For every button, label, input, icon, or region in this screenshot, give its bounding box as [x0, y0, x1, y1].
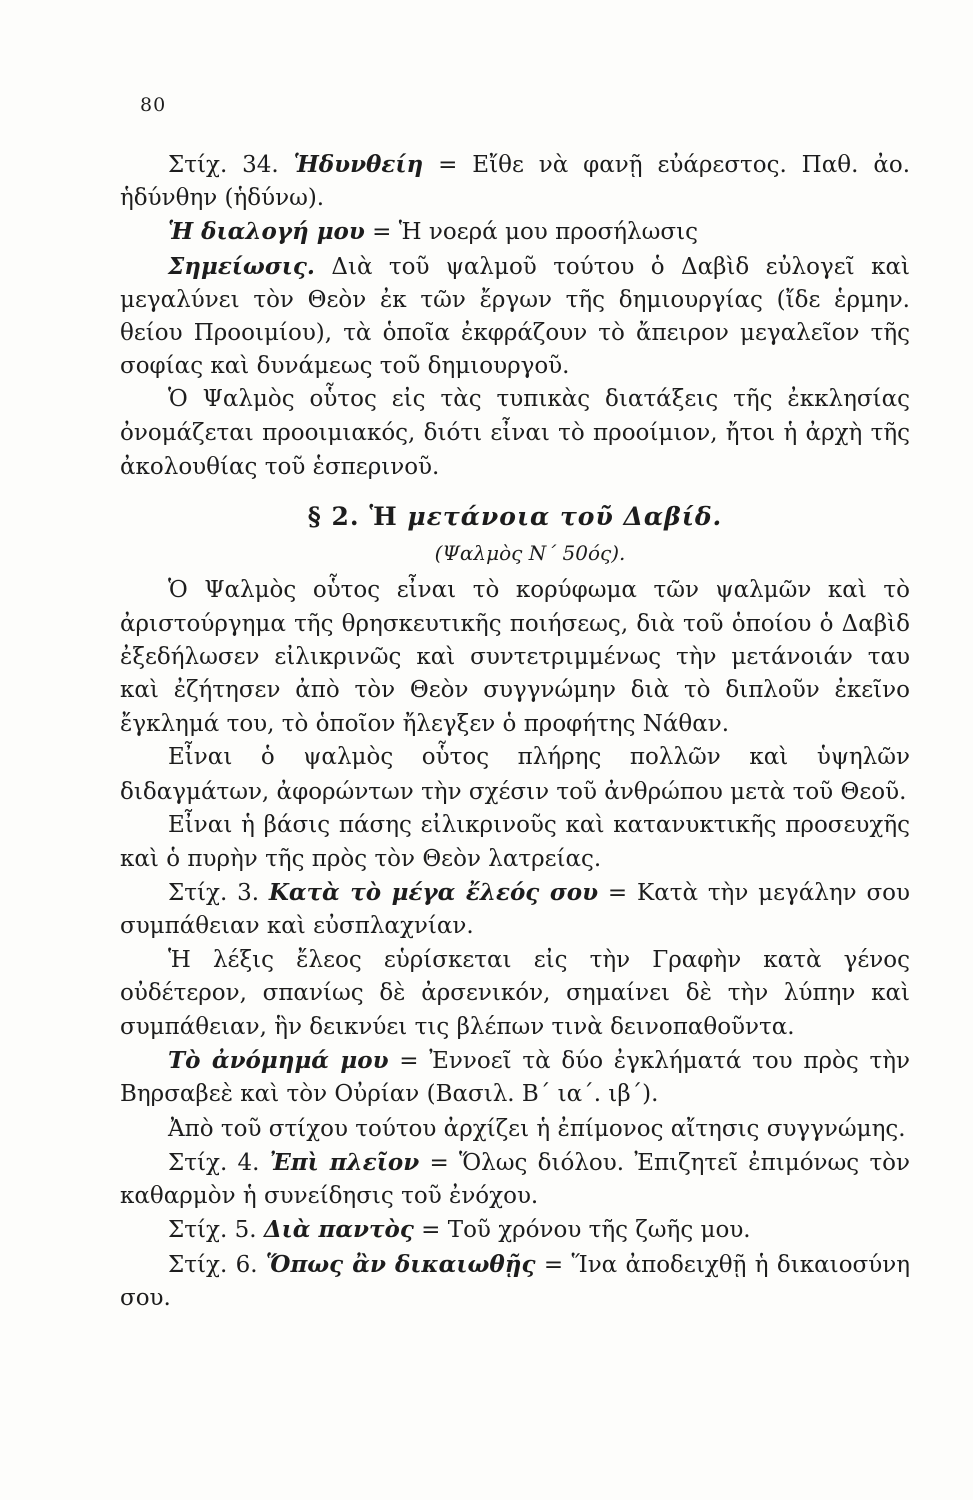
page-number: 80 [140, 94, 167, 116]
paragraph: Ἡ λέξις ἔλεος εὑρίσκεται εἰς τὴν Γραφὴν κατὰ γένος οὐδέτερον, σπανίως δὲ ἀρσενικόν, σημαίνει δὲ τὴν λύπην καὶ συμπάθειαν, ἣν δεικνύει τις βλέπων τινὰ δεινοπαθοῦντα. [120, 946, 910, 1041]
paragraph: Στίχ. 5. Διὰ παντὸς = Τοῦ χρόνου τῆς ζωῆς μου. [168, 1216, 751, 1244]
paragraph: Ὁ Ψαλμὸς οὗτος εἶναι τὸ κορύφωμα τῶν ψαλμῶν καὶ τὸ ἀριστούργημα τῆς θρησκευτικῆς ποιήσεως, διὰ τοῦ ὁποίου ὁ Δαβὶδ ἐξεδήλωσεν εἰλικρινῶς καὶ συντετριμμένως τὴν μετάνοιάν ταυ καὶ ἐζήτησεν ἀπὸ τὸν Θεὸν συγγνώμην διὰ τὸ διπλοῦν ἐκεῖνο ἔγκλημά του, τὸ ὁποῖον ἤλεγξεν ὁ προφήτης Νάθαν. [120, 577, 910, 738]
glossed-term: Ὅπως ἂν δικαιωθῇς [265, 1250, 536, 1278]
bottom-paragraphs [120, 574, 910, 1314]
paragraph: Εἶναι ὁ ψαλμὸς οὗτος πλήρης πολλῶν καὶ ὑψηλῶν διδαγμάτων, ἀφορώντων τὴν σχέσιν τοῦ ἀνθρώπου μετὰ τοῦ Θεοῦ. [120, 744, 910, 805]
top-paragraphs [120, 148, 910, 484]
paragraph: Εἶναι ἡ βάσις πάσης εἰλικρινοῦς καὶ κατανυκτικῆς προσευχῆς καὶ ὁ πυρὴν τῆς πρὸς τὸν Θεὸν λατρείας. [120, 811, 910, 873]
section-heading: § 2. Ἡ μετάνοια τοῦ Δαβίδ. [307, 502, 723, 532]
glossed-term: Ἐπὶ πλεῖον [269, 1148, 420, 1176]
glossed-term: Ἡδυνθείη [293, 151, 424, 178]
paragraph: Ὁ Ψαλμὸς οὗτος εἰς τὰς τυπικὰς διατάξεις τῆς ἐκκλησίας ὀνομάζεται προοιμιακός, διότι εἶναι τὸ προοίμιον, ἤτοι ἡ ἀρχὴ τῆς ἀκολουθίας τοῦ ἑσπερινοῦ. [120, 386, 910, 480]
paragraph: Ἀπὸ τοῦ στίχου τούτου ἀρχίζει ἡ ἐπίμονος αἴτησις συγγνώμης. [168, 1115, 906, 1142]
glossed-term: Κατὰ τὸ μέγα ἔλεός σου [268, 879, 599, 907]
page-text [120, 148, 910, 1315]
paragraph: Τὸ ἀνόμημά μου = Ἐννοεῖ τὰ δύο ἐγκλήματά του πρὸς τὴν Βηρσαβεὲ καὶ τὸν Οὐρίαν (Βασιλ. Β΄ ια΄. ιβ΄). [120, 1047, 910, 1108]
paragraph: Στίχ. 6. Ὅπως ἂν δικαιωθῇς = Ἵνα ἀποδειχθῇ ἡ δικαιοσύνη σου. [120, 1250, 910, 1311]
paragraph: Σημείωσις. Διὰ τοῦ ψαλμοῦ τούτου ὁ Δαβὶδ εὐλογεῖ καὶ μεγαλύνει τὸν Θεὸν ἐκ τῶν ἔργων τῆς δημιουργίας (ἴδε ἑρμην. θείου Προοιμίου), τὰ ὁποῖα ἐκφράζουν τὸ ἄπειρον μεγαλεῖον τῆς σοφίας καὶ δυνάμεως τοῦ δημιουργοῦ. [120, 252, 910, 380]
glossed-term: Τὸ ἀνόμημά μου [168, 1047, 389, 1075]
paragraph: Στίχ. 3. Κατὰ τὸ μέγα ἔλεός σου = Κατὰ τὴν μεγάλην σου συμπάθειαν καὶ εὐσπλαχνίαν. [120, 879, 910, 940]
glossed-term: Ἡ διαλογή μου [168, 218, 365, 246]
paragraph: Στίχ. 4. Ἐπὶ πλεῖον = Ὅλως διόλου. Ἐπιζητεῖ ἐπιμόνως τὸν καθαρμὸν ἡ συνείδησις τοῦ ἐνόχου. [120, 1148, 910, 1210]
section-subheading: (Ψαλμὸς Ν΄ 50ός). [434, 541, 626, 566]
glossed-term: Σημείωσις. [168, 252, 315, 280]
paragraph: Ἡ διαλογή μου = Ἡ νοερά μου προσήλωσις [168, 218, 698, 246]
glossed-term: Διὰ παντὸς [263, 1216, 414, 1244]
paragraph: Στίχ. 34. Ἡδυνθείη = Εἴθε νὰ φανῇ εὐάρεστος. Παθ. ἀο. ἡδύνθην (ἡδύνω). [120, 151, 911, 212]
